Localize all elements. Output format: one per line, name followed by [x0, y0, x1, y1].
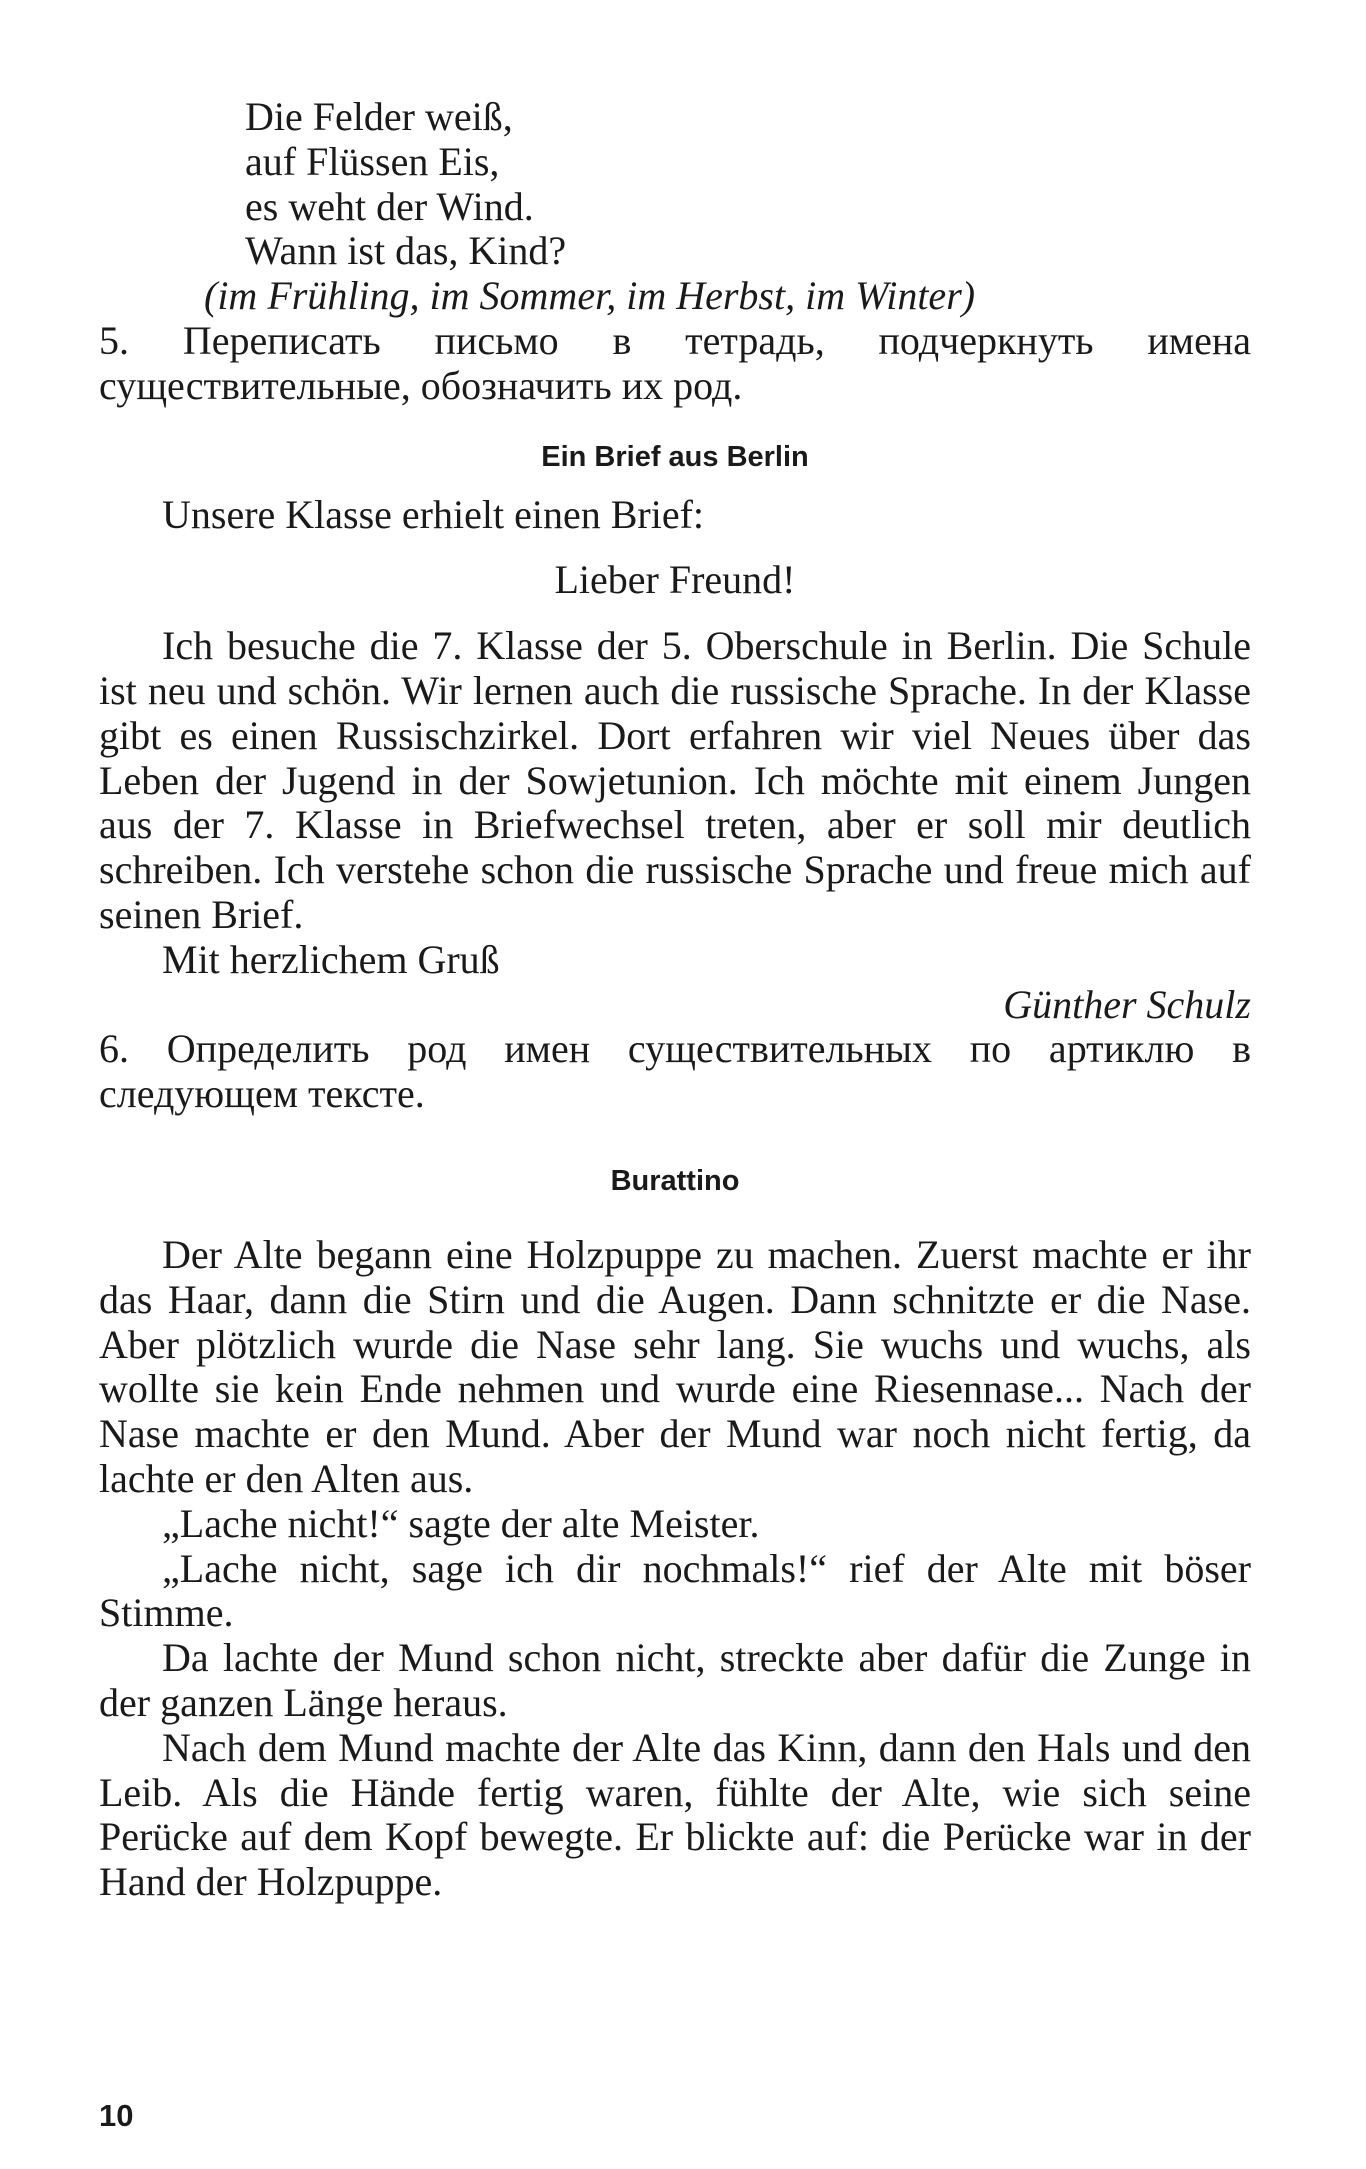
poem-line: Die Felder weiß,: [245, 94, 513, 139]
letter-body: Ich besuche die 7. Klasse der 5. Oberschule in Berlin. Die Schule ist neu und schön. Wir lernen auch die russische Sprache. In der Klasse gibt es einen Russischzirkel. Dort erfahren wir viel Neues über das Leben der Jugend in der Sowjetunion. Ich möchte mit einem Jungen aus der 7. Klasse in Briefwechsel treten, aber er soll mir deutlich schreiben. Ich verstehe schon die russische Sprache und freue mich auf seinen Brief.: [99, 623, 1251, 937]
story-paragraph: „Lache nicht!“ sagte der alte Meister.: [162, 1500, 760, 1546]
letter-signature: Günther Schulz: [1003, 981, 1251, 1027]
letter-title: Ein Brief aus Berlin: [541, 440, 809, 473]
poem: [245, 95, 1251, 274]
story-paragraph: Da lachte der Mund schon nicht, streckte aber dafür die Zunge in der ganzen Länge heraus.: [99, 1635, 1251, 1725]
page-number: 10: [99, 2098, 134, 2133]
task-6-instruction: 6. Определить род имен существительных по артиклю в следующем тексте.: [99, 1026, 1251, 1117]
poem-line: es weht der Wind.: [245, 183, 534, 229]
page-text: [99, 95, 1251, 1905]
poem-line: Wann ist das, Kind?: [245, 228, 567, 274]
task-5-instruction: 5. Переписать письмо в тетрадь, подчеркнуть имена существительные, обозначить их род.: [99, 317, 1251, 408]
story-paragraph: Der Alte begann eine Holzpuppe zu machen. Zuerst machte er ihr das Haar, dann die Stirn und die Augen. Dann schnitzte er die Nase. Aber plötzlich wurde die Nase sehr lang. Sie wuchs und wuchs, als wollte sie kein Ende nehmen und wurde eine Riesennase... Nach der Nase machte er den Mund. Aber der Mund war noch nicht fertig, da lachte er den Alten aus.: [99, 1231, 1251, 1501]
poem-answer-options: (im Frühling, im Sommer, im Herbst, im Winter): [204, 273, 976, 319]
story-title: Burattino: [610, 1164, 740, 1197]
letter-salutation: Lieber Freund!: [554, 557, 796, 603]
story-paragraph: Nach dem Mund machte der Alte das Kinn, dann den Hals und den Leib. Als die Hände fertig waren, fühlte der Alte, wie sich seine Perücke auf dem Kopf bewegte. Er blickte auf: die Perücke war in der Hand der Holzpuppe.: [99, 1724, 1251, 1905]
story-paragraph: „Lache nicht, sage ich dir nochmals!“ rief der Alte mit böser Stimme.: [99, 1545, 1251, 1636]
poem-line: auf Flüssen Eis,: [245, 138, 500, 184]
letter-intro: Unsere Klasse erhielt einen Brief:: [162, 491, 705, 537]
letter-closing: Mit herzlichem Gruß: [162, 936, 500, 982]
